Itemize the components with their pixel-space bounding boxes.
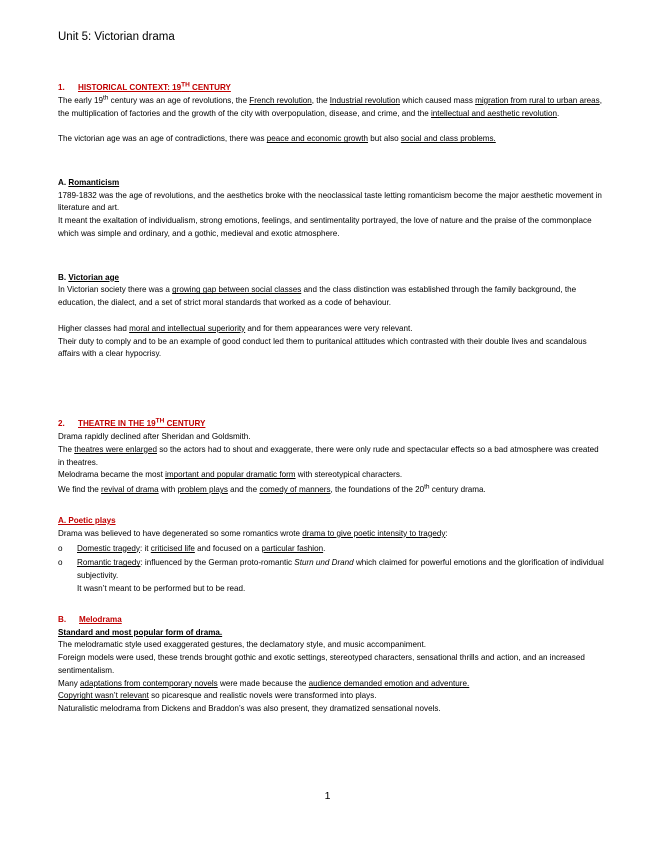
underlined-term: French revolution: [249, 95, 312, 105]
paragraph: The theatres were enlarged so the actors had to shout and exaggerate, there were only rude and spectacular effects so a bad atmosphere was created in theatres.: [58, 444, 599, 467]
heading-text: [78, 419, 205, 428]
paragraph: The melodramatic style used exaggerated gestures, the declamatory style, and music accompaniment.: [58, 640, 426, 650]
list-item: o Domestic tragedy: it criticised life and focused on a particular fashion.: [58, 543, 606, 556]
paragraph: Copyright wasn’t relevant so picaresque and realistic novels were transformed into plays.: [58, 691, 377, 701]
heading-sup: TH: [155, 417, 165, 425]
paragraph: Foreign models were used, these trends brought gothic and exotic settings, stereotyped characters, sensational thrills and action, and an increased sentimentalism.: [58, 653, 585, 675]
paragraph: The victorian age was an age of contradictions, there was peace and economic growth but also social and class problems.: [58, 134, 496, 144]
paragraph: Naturalistic melodrama from Dickens and Braddon’s was also present, they dramatized sensational novels.: [58, 704, 441, 714]
paragraph: The early 19th century was an age of revolutions, the French revolution, the Industrial revolution which caused mass migration from rural to urban areas, the multiplication of factories and the growth of the city with overpopulation, disease, and crime, and the intellectual and aesthetic revolution.: [58, 94, 602, 118]
subsection-title-romanticism: A. Romanticism: [58, 177, 120, 187]
section-heading-theatre: [58, 418, 606, 431]
underlined-term: adaptations from contemporary novels: [80, 678, 218, 688]
paragraph: It meant the exaltation of individualism, strong emotions, feelings, and sentimentality portrayed, the love of nature and the praise of the commonplace which was simple and ordinary, and a gothic, medieval and exotic atmosphere.: [58, 216, 592, 238]
paragraph: Their duty to comply and to be an example of good conduct led them to puritanical attitudes which contrasted with their double lives and scandalous affairs with a clear hypocrisy.: [58, 336, 587, 359]
document-body: [58, 82, 606, 716]
paragraph: We find the revival of drama with problem plays and the comedy of manners, the foundations of the 20th century drama.: [58, 483, 486, 495]
underlined-term: audience demanded emotion and adventure.: [308, 678, 470, 688]
underlined-term: important and popular dramatic form: [165, 470, 296, 480]
subsection-subtitle: Standard and most popular form of drama.: [58, 627, 223, 637]
underlined-term: growing gap between social classes: [172, 285, 302, 295]
heading-text-post: CENTURY: [189, 83, 231, 92]
underlined-term: revival of drama: [101, 485, 159, 495]
heading-text-pre: HISTORICAL CONTEXT: 19: [78, 83, 182, 92]
underlined-term: social and class problems.: [400, 134, 496, 144]
underlined-term: peace and economic growth: [266, 134, 369, 144]
underlined-term: Industrial revolution: [329, 95, 400, 105]
paragraph: Many adaptations from contemporary novels were made because the audience demanded emotion and adventure.: [58, 678, 470, 688]
underlined-term: moral and intellectual superiority: [129, 323, 246, 333]
paragraph: 1789-1832 was the age of revolutions, and the aesthetics broke with the neoclassical taste letting romanticism become the major aesthetic movement in literature and art.: [58, 190, 602, 213]
bullet-glyph: o: [58, 558, 63, 568]
list-item: o Romantic tragedy: influenced by the German proto-romantic Sturn und Drand which claimed for powerful emotions and the glorification of individual subjectivity. It wasn’t meant to be performed but to be read.: [58, 558, 604, 593]
subsection-title-poetic-plays: A. Poetic plays: [58, 515, 116, 525]
page-header: Unit 5: Victorian drama: [58, 31, 175, 43]
underlined-term: theatres were enlarged: [74, 444, 157, 454]
heading-number: 2.: [58, 419, 65, 429]
heading-sup: TH: [181, 81, 190, 89]
bullet-list: [58, 543, 606, 596]
underlined-term: drama to give poetic intensity to tragedy: [302, 528, 446, 538]
paragraph: Higher classes had moral and intellectual superiority and for them appearances were very relevant.: [58, 323, 413, 333]
paragraph: Drama was believed to have degenerated so some romantics wrote drama to give poetic intensity to tragedy:: [58, 528, 448, 538]
subsection-title-melodrama: B. Melodrama: [58, 614, 122, 624]
underlined-term: problem plays: [177, 485, 228, 495]
heading-text-post: CENTURY: [164, 419, 206, 429]
underlined-term: intellectual and aesthetic revolution: [430, 108, 557, 118]
bullet-glyph: o: [58, 543, 63, 553]
heading-text-pre: THEATRE IN THE 19: [78, 419, 156, 429]
heading-number: 1.: [58, 83, 65, 92]
paragraph: Drama rapidly declined after Sheridan and Goldsmith.: [58, 431, 251, 441]
underlined-term: comedy of manners: [259, 485, 331, 495]
section-heading-historical-context: [58, 82, 606, 95]
subsection-title-victorian-age: B. Victorian age: [58, 272, 120, 282]
heading-text: [78, 83, 231, 92]
paragraph: Melodrama became the most important and popular dramatic form with stereotypical characters.: [58, 470, 403, 480]
page-number: 1: [324, 790, 331, 802]
underlined-term: Copyright wasn’t relevant: [58, 691, 149, 701]
paragraph: In Victorian society there was a growing gap between social classes and the class distinction was established through the family background, the education, the dialect, and a set of strict moral standards that worked as a code of behaviour.: [58, 285, 577, 308]
underlined-term: migration from rural to urban areas: [475, 95, 600, 105]
